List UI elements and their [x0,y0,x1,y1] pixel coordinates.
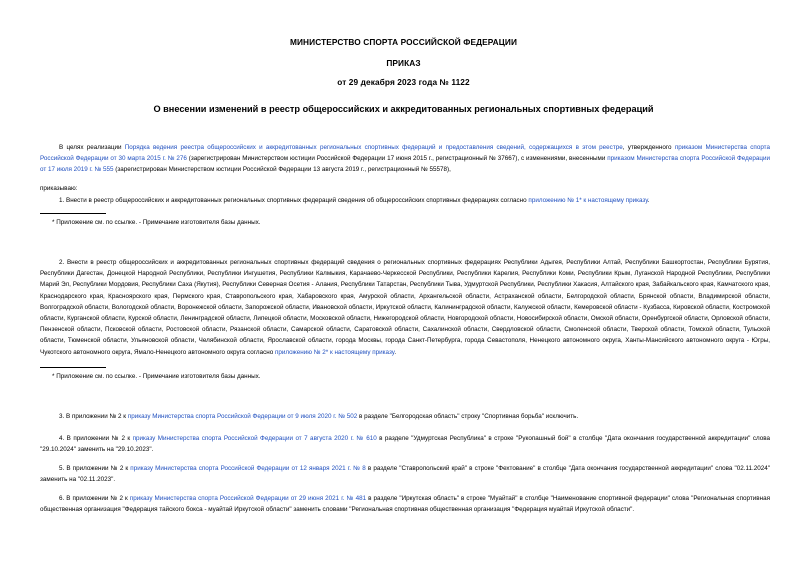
procedure-link[interactable]: Порядка ведения реестра общероссийских и аккредитованных региональных спортивных федераций и предоставления сведений, содержащихся в этом реестре [124,144,623,151]
order-555-link[interactable]: приказом Министерства спорта Российской Федерации от 17 июля 2019 г. № 555 [40,155,770,174]
item-text: . [647,197,650,204]
order-8-link[interactable]: приказу Министерства спорта Российской Федерации от 12 января 2021 г. № 8 [130,465,366,472]
preamble-paragraph [40,142,770,176]
item-text: в разделе "Удмуртская Республика" в строке "Рукопашный бой" в столбце "Дата окончания государственной аккредитации" слова "29.10.2024" заменить на "29.10.2023". [40,435,770,454]
item-4 [40,433,770,455]
item-text: 2. Внести в реестр общероссийских и аккредитованных региональных спортивных федераций сведения о региональных спортивных федерациях Республики Адыгея, Республики Алтай, Республики Башкортостан, Республики Бурятия, Республики Дагестан, Донецкой Народной Республики, Республики Ингушетия, Республики Калмыкия, Карачаево-Черкесской Республики, Республики Карелия, Республики Коми, Республики Крым, Луганской Народной Республики, Республики Марий Эл, Республики Мордовия, Республики Саха (Якутия), Республики Северная Осетия - Алания, Республики Татарстан, Республики Тыва, Удмуртской Республики, Республики Хакасия, Алтайского края, Забайкальского края, Камчатского края, Краснодарского края, Красноярского края, Пермского края, Ставропольского края, Хабаровского края, Амурской области, Архангельской области, Астраханской области, Белгородской области, Брянской области, Владимирской области, Волгоградской области, Вологодской области, Воронежской области, Запорожской области, Ивановской области, Иркутской области, Калининградской области, Калужской области, Кемеровской области - Кузбасса, Кировской области, Костромской области, Курганской области, Курской области, Ленинградской области, Липецкой области, Московской области, Нижегородской области, Новгородской области, Новосибирской области, Омской области, Оренбургской области, Орловской области, Пензенской области, Псковской области, Ростовской области, Рязанской области, Самарской области, Саратовской области, Сахалинской области, Свердловской области, Смоленской области, Тверской области, Томской области, Тульской области, Тюменской области, Ульяновской области, Челябинской области, Ярославской области, города Москвы, города Санкт-Петербурга, города Севастополя, Ненецкого автономного округа, Ханты-Мансийского автономного округа - Югры, Чукотского автономного округа, Ямало-Ненецкого автономного округа согласно [40,259,770,356]
item-text: в разделе "Ставропольский край" в строке "Фехтование" в столбце "Дата окончания государственной аккредитации" слова "02.11.2024" заменить на "02.11.2023". [40,465,770,484]
order-610-link[interactable]: приказу Министерства спорта Российской Федерации от 7 августа 2020 г. № 610 [132,435,377,442]
preamble-text: В целях реализации [59,144,125,151]
ministry-heading: МИНИСТЕРСТВО СПОРТА РОССИЙСКОЙ ФЕДЕРАЦИИ [289,37,518,47]
footnote: * Приложение см. по ссылке. - Примечание изготовителя базы данных. [52,219,261,226]
order-481-link[interactable]: приказу Министерства спорта Российской Федерации от 29 июня 2021 г. № 481 [129,495,367,502]
order-word: приказываю: [40,185,78,192]
preamble-text: , утвержденного [622,144,675,151]
footnote: * Приложение см. по ссылке. - Примечание изготовителя базы данных. [52,373,261,380]
order-502-link[interactable]: приказу Министерства спорта Российской Федерации от 9 июля 2020 г. № 502 [127,413,358,420]
document-title: О внесении изменений в реестр общероссийских и аккредитованных региональных спортивных федераций [153,104,654,114]
document-date-number: от 29 декабря 2023 года № 1122 [337,77,470,87]
item-text: 4. В приложении № 2 к [59,435,133,442]
order-276-link[interactable]: приказом Министерства спорта Российской Федерации от 30 марта 2015 г. № 276 [40,144,770,163]
item-1 [40,195,770,206]
appendix-1-link[interactable]: приложению № 1* к настоящему приказу [528,197,648,204]
appendix-2-link[interactable]: приложению № 2* к настоящему приказу [274,348,395,356]
item-text: в разделе "Иркутская область" в строке "Муайтай" в столбце "Наименование спортивной федерации" слова "Региональная спортивная общественная организация "Федерация тайского бокса - муайтай Иркутской области" заменить словами "Региональная спортивная общественная организация "Федерация муайтай Иркутской области". [40,495,770,514]
item-text: в разделе "Белгородская область" строку "Спортивная борьба" исключить. [357,413,579,420]
item-3 [40,411,770,422]
item-6 [40,493,770,515]
item-5 [40,463,770,485]
footnote-divider [40,367,106,368]
item-text: 6. В приложении № 2 к [59,495,130,502]
item-text: 3. В приложении № 2 к [59,413,128,420]
preamble-text: (зарегистрирован Министерством юстиции Российской Федерации 13 августа 2019 г., регистрационный № 55578), [113,166,451,174]
preamble-text: (зарегистрирован Министерством юстиции Российской Федерации 17 июня 2015 г., регистрационный № 37667), с изменениями, внесенными [186,155,608,163]
item-2 [40,257,770,358]
item-text: 1. Внести в реестр общероссийских и аккредитованных региональных спортивных федераций сведения об общероссийских спортивных федерациях согласно [59,197,529,204]
item-text: . [394,348,397,356]
item-text: 5. В приложении № 2 к [59,465,131,472]
footnote-divider [40,213,106,214]
document-type: ПРИКАЗ [386,58,421,68]
